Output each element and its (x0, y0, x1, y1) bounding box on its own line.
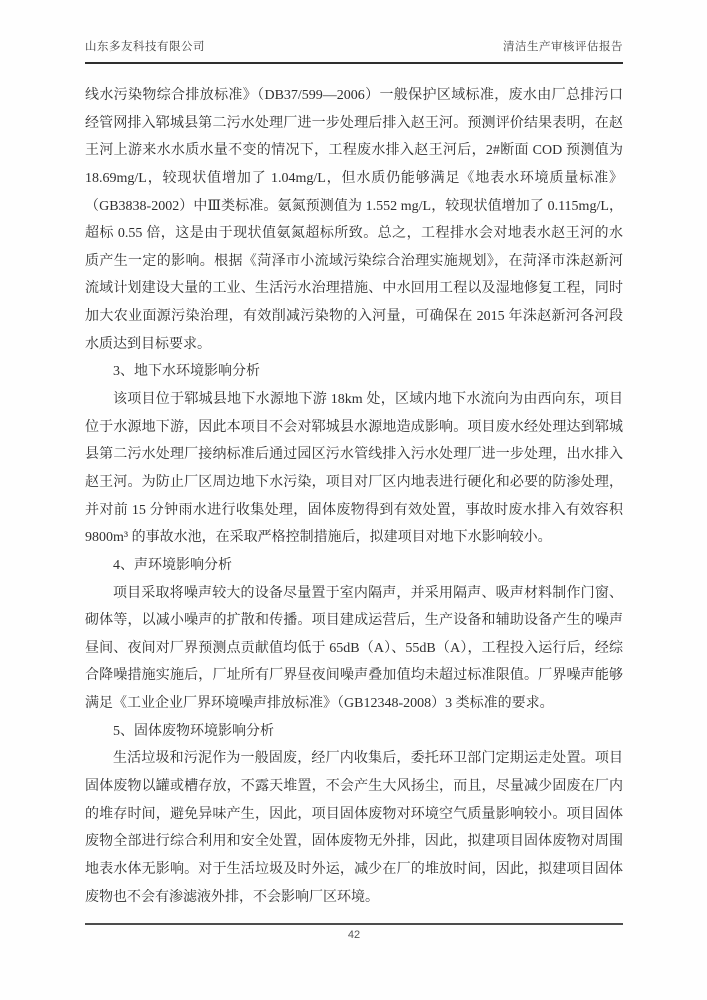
text-line: 质产生一定的影响。根据《菏泽市小流域污染综合治理实施规划》，在菏泽市洙赵新河 (85, 253, 623, 269)
section-heading: 3、地下水环境影响分析 (113, 364, 260, 380)
text-line: 县第二污水处理厂接纳标准后通过园区污水管线排入污水处理厂进一步处理，出水排入 (85, 447, 623, 463)
text-line: 9800m³ 的事故水池，在采取严格控制措施后，拟建项目对地下水影响较小。 (85, 530, 552, 546)
section-heading: 4、声环境影响分析 (113, 557, 232, 573)
text-line: 加大农业面源污染治理，有效削减污染物的入河量，可确保在 2015 年洙赵新河各河段 (85, 309, 623, 325)
text-line: 经管网排入郓城县第二污水处理厂进一步处理后排入赵王河。预测评价结果表明，在赵 (85, 115, 623, 131)
text-line: 线水污染物综合排放标准》（DB37/599—2006）一般保护区域标准，废水由厂总排污口 (85, 88, 623, 103)
header-company-name: 山东多友科技有限公司 (85, 41, 205, 53)
text-line: 合降噪措施实施后，厂址所有厂界昼夜间噪声叠加值均未超过标准限值。厂界噪声能够 (85, 668, 623, 684)
text-line: 昼间、夜间对厂界预测点贡献值均低于 65dB（A）、55dB（A），工程投入运行后，经综 (85, 640, 623, 656)
section-heading: 5、固体废物环境影响分析 (113, 723, 274, 739)
text-line: （GB3838-2002）中Ⅲ类标准。氨氮预测值为 1.552 mg/L，较现状值增加了 0.115mg/L， (85, 198, 623, 214)
footer-rule (85, 923, 623, 925)
document-body-text (85, 82, 623, 911)
text-line: 流域计划建设大量的工业、生活污水治理措施、中水回用工程以及湿地修复工程，同时 (85, 281, 623, 297)
text-line: 18.69mg/L，较现状值增加了 1.04mg/L，但水质仍能够满足《地表水环境质量标准》 (85, 170, 623, 186)
text-line: 水质达到目标要求。 (85, 336, 211, 352)
text-line: 固体废物以罐或槽存放，不露天堆置，不会产生大风扬尘，而且，尽量减少固废在厂内 (85, 779, 623, 795)
text-line: 王河上游来水水质水量不变的情况下，工程废水排入赵王河后，2#断面 COD 预测值为 (85, 143, 623, 159)
page-number: 42 (347, 929, 361, 941)
text-line: 该项目位于郓城县地下水源地下游 18km 处，区域内地下水流向为由西向东，项目 (113, 392, 623, 408)
page-header (85, 38, 623, 64)
text-line: 满足《工业企业厂界环境噪声排放标准》（GB12348-2008）3 类标准的要求。 (85, 696, 554, 712)
text-line: 砌体等，以减小噪声的扩散和传播。项目建成运营后，生产设备和辅助设备产生的噪声 (85, 613, 623, 629)
text-line: 废物全部进行综合利用和安全处置，固体废物无外排，因此，拟建项目固体废物对周围 (85, 834, 623, 850)
text-line: 赵王河。为防止厂区周边地下水污染，项目对厂区内地表进行硬化和必要的防渗处理， (85, 474, 623, 490)
header-report-title: 清洁生产审核评估报告 (503, 41, 623, 53)
text-line: 并对前 15 分钟雨水进行收集处理，固体废物得到有效处置，事故时废水排入有效容积 (85, 502, 623, 518)
text-line: 项目采取将噪声较大的设备尽量置于室内隔声，并采用隔声、吸声材料制作门窗、 (113, 585, 623, 601)
text-line: 超标 0.55 倍，这是由于现状值氨氮超标所致。总之，工程排水会对地表水赵王河的水 (85, 226, 623, 242)
text-line: 生活垃圾和污泥作为一般固废，经厂内收集后，委托环卫部门定期运走处置。项目 (113, 751, 623, 767)
text-line: 废物也不会有渗滤液外排，不会影响厂区环境。 (85, 889, 379, 905)
text-line: 的堆存时间，避免异味产生，因此，项目固体废物对环境空气质量影响较小。项目固体 (85, 806, 623, 822)
text-line: 位于水源地下游，因此本项目不会对郓城县水源地造成影响。项目废水经处理达到郓城 (85, 419, 623, 435)
text-line: 地表水体无影响。对于生活垃圾及时外运，减少在厂的堆放时间，因此，拟建项目固体 (85, 861, 623, 877)
